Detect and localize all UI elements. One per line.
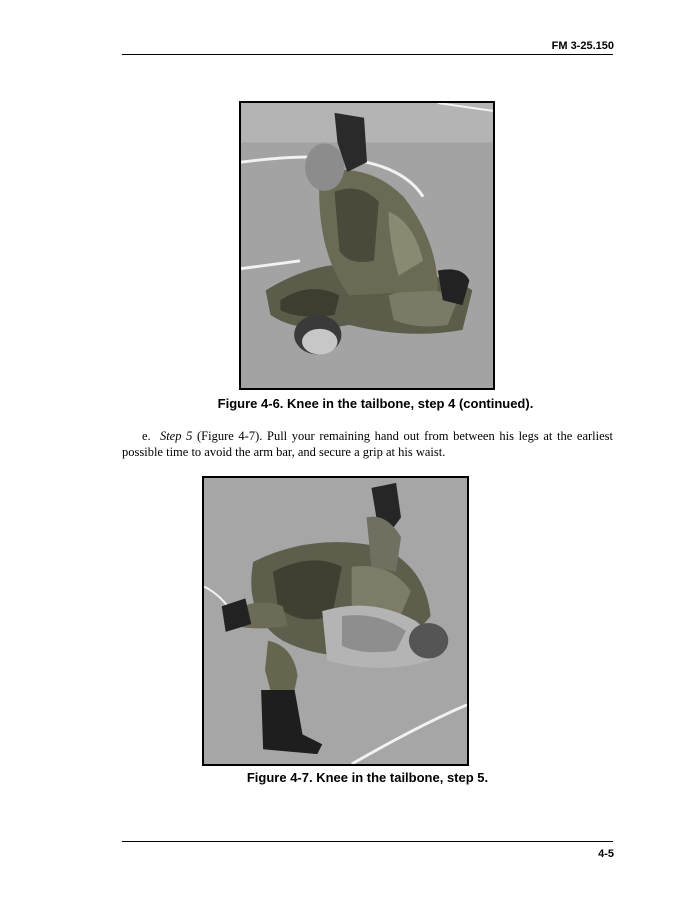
document-id: FM 3-25.150 — [551, 40, 614, 52]
header-rule — [122, 54, 613, 55]
figure-4-6-photo — [239, 101, 495, 390]
figure-4-7-photo — [202, 476, 469, 766]
footer-rule — [122, 841, 613, 842]
figure-4-7-caption: Figure 4-7. Knee in the tailbone, step 5. — [246, 770, 489, 785]
page-number: 4-5 — [598, 848, 614, 860]
paragraph-text: (Figure 4-7). Pull your remaining hand out from between his legs at the earliest possible time to avoid the arm bar, and secure a grip at his waist. — [122, 429, 613, 459]
paragraph-step: Step 5 — [159, 429, 193, 443]
body-paragraph — [122, 428, 613, 460]
figure-4-6-caption: Figure 4-6. Knee in the tailbone, step 4 (continued). — [217, 396, 534, 411]
paragraph-label: e. — [142, 429, 151, 443]
